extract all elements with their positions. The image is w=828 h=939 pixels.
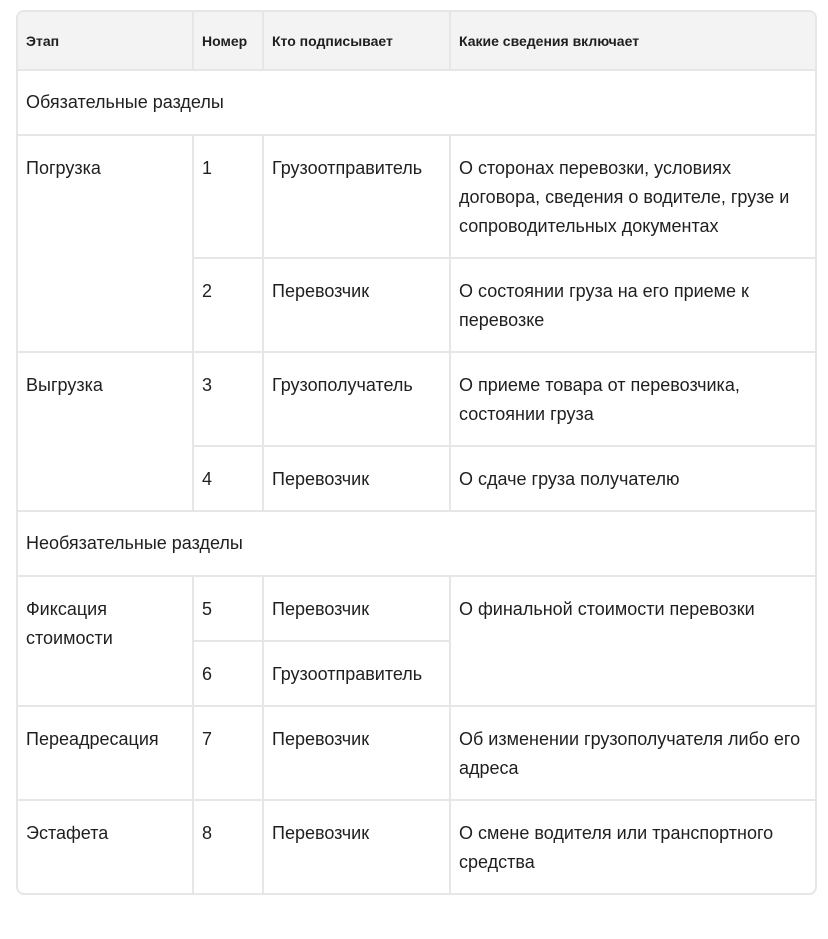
section-title: Обязательные разделы: [18, 70, 815, 135]
number-cell: 5: [193, 576, 263, 641]
info-cell: О финальной стоимости перевозки: [450, 576, 815, 706]
number-cell: 4: [193, 446, 263, 511]
number-cell: 8: [193, 800, 263, 893]
table-row: [18, 576, 815, 641]
info-cell: О сдаче груза получателю: [450, 446, 815, 511]
signer-cell: Грузополучатель: [263, 352, 450, 446]
stage-cell: Эстафета: [18, 800, 193, 893]
info-cell: О смене водителя или транспортного средства: [450, 800, 815, 893]
signer-cell: Грузоотправитель: [263, 135, 450, 258]
signer-cell: Перевозчик: [263, 258, 450, 352]
number-cell: 1: [193, 135, 263, 258]
info-cell: О приеме товара от перевозчика, состоянии груза: [450, 352, 815, 446]
number-cell: 3: [193, 352, 263, 446]
signer-cell: Перевозчик: [263, 446, 450, 511]
stage-cell: Погрузка: [18, 135, 193, 352]
signer-cell: Перевозчик: [263, 706, 450, 800]
number-cell: 7: [193, 706, 263, 800]
header-stage: Этап: [18, 12, 193, 70]
stage-cell: Фиксация стоимости: [18, 576, 193, 706]
table-row: [18, 352, 815, 446]
table-row: [18, 706, 815, 800]
data-table: [18, 12, 815, 893]
header-number: Номер: [193, 12, 263, 70]
info-cell: Об изменении грузополучателя либо его адреса: [450, 706, 815, 800]
stage-cell: Выгрузка: [18, 352, 193, 511]
signer-cell: Перевозчик: [263, 576, 450, 641]
stage-cell: Переадресация: [18, 706, 193, 800]
number-cell: 6: [193, 641, 263, 706]
signer-cell: Перевозчик: [263, 800, 450, 893]
header-signer: Кто подписывает: [263, 12, 450, 70]
table-row: [18, 800, 815, 893]
number-cell: 2: [193, 258, 263, 352]
section-row: [18, 70, 815, 135]
info-cell: О состоянии груза на его приеме к перевозке: [450, 258, 815, 352]
section-title: Необязательные разделы: [18, 511, 815, 576]
header-row: [18, 12, 815, 70]
signer-cell: Грузоотправитель: [263, 641, 450, 706]
table-row: [18, 135, 815, 258]
info-cell: О сторонах перевозки, условиях договора, сведения о водителе, грузе и сопроводительных документах: [450, 135, 815, 258]
section-row: [18, 511, 815, 576]
header-info: Какие сведения включает: [450, 12, 815, 70]
table-container: [16, 10, 817, 895]
